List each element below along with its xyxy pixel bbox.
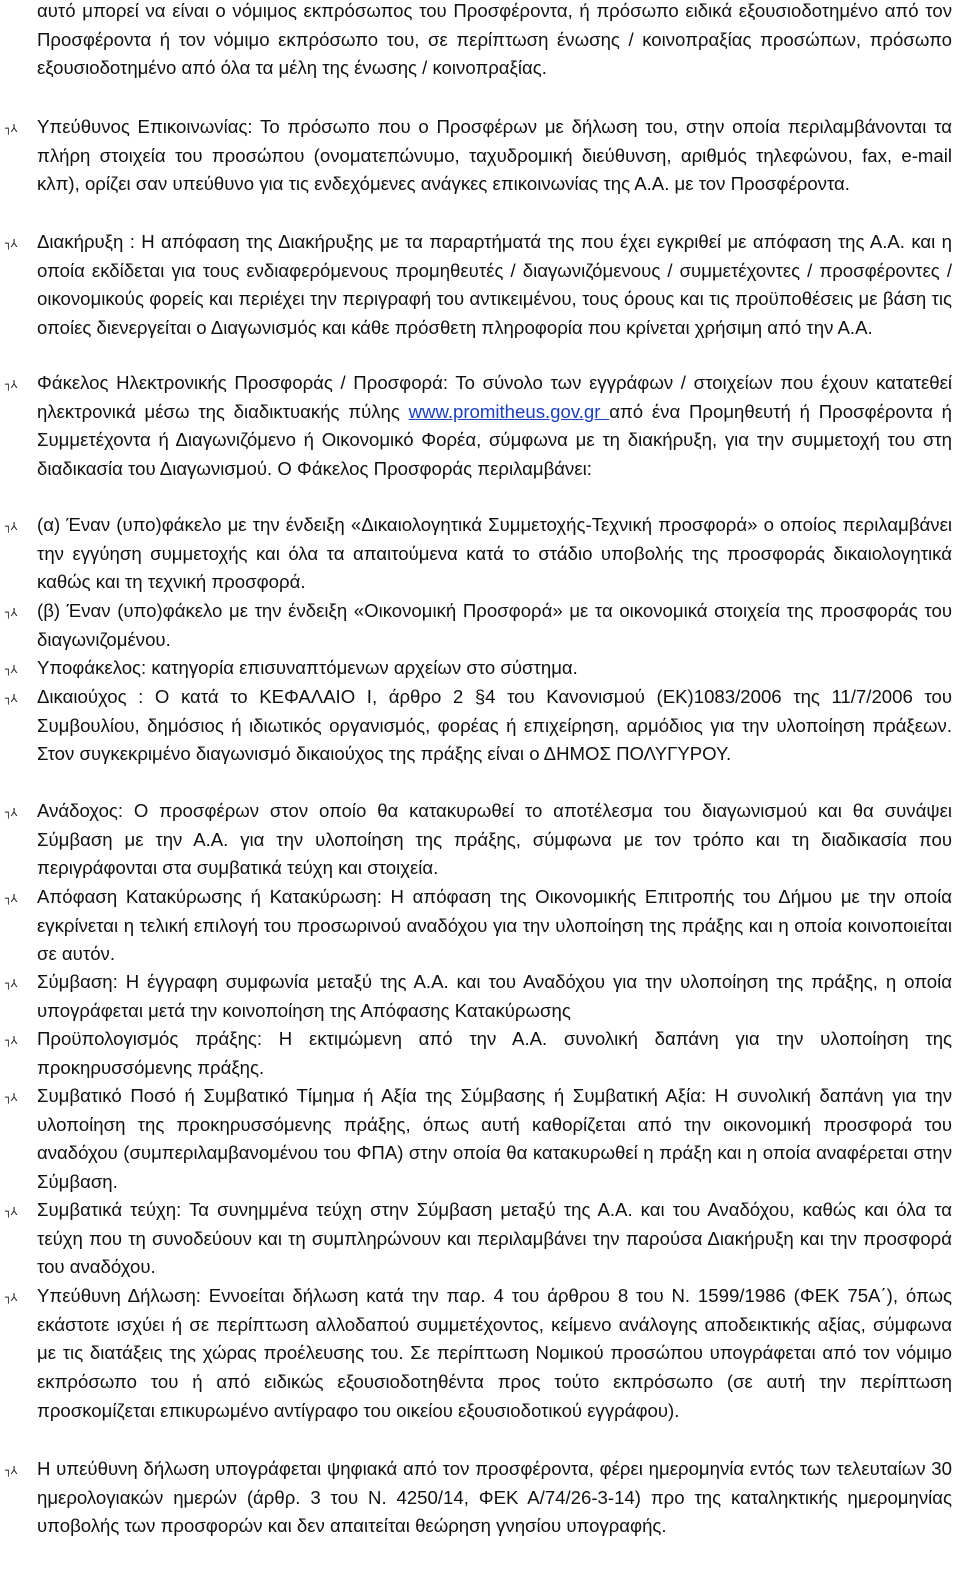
definition-item: [0, 228, 952, 343]
definition-text-after-link: από ένα Προμηθευτή ή Προσφέροντα ή Συμμετέχοντα ή Διαγωνιζόμενο ή Οικονομικό Φορέα, σύμφωνα με τη διακήρυξη, για την συμμετοχή του στη διαδικασία του Διαγωνισμού. Ο Φάκελος Προσφοράς περιλαμβάνει:: [37, 400, 953, 480]
definition-text: Ανάδοχος: Ο προσφέρων στον οποίο θα κατακυρωθεί το αποτέλεσμα του διαγωνισμού και θα συνάψει Σύμβαση με την Α.Α. για την υλοποίηση της πράξης, σύμφωνα με τον τρόπο και τη διαδικασία που περιγράφονται στα συμβατικά τεύχη και στοιχεία.: [37, 800, 952, 879]
definition-item: [0, 1196, 952, 1282]
bullet-icon: ┐⅄: [5, 1034, 17, 1047]
definition-text: Η υπεύθυνη δήλωση υπογράφεται ψηφιακά από τον προσφέροντα, φέρει ημερομηνία εντός των τελευταίων 30 ημερολογιακών ημερών (άρθρ. 3 του Ν. 4250/14, ΦΕΚ Α/74/26-3-14) προ της καταληκτικής ημερομηνίας υποβολής των προσφορών και δεν απαιτείται θεώρηση γνησίου υπογραφής.: [37, 1458, 952, 1537]
intro-paragraph: αυτό μπορεί να είναι ο νόμιμος εκπρόσωπος του Προσφέροντα, ή πρόσωπο ειδικά εξουσιοδοτημένο από τον Προσφέροντα ή τον νόμιμο εκπρόσωπο του, σε περίπτωση ένωσης / κοινοπραξίας προσώπων, πρόσωπο εξουσιοδοτημένο από όλα τα μέλη της ένωσης / κοινοπραξίας.: [37, 0, 952, 79]
bullet-icon: ┐⅄: [5, 663, 17, 676]
bullet-icon: ┐⅄: [5, 237, 17, 250]
definition-text: Δικαιούχος : Ο κατά το ΚΕΦΑΛΑΙΟ Ι, άρθρο 2 §4 του Κανονισμού (ΕΚ)1083/2006 της 11/7/2006 του Συμβουλίου, δημόσιος ή ιδιωτικός οργανισμός, φορέας ή επιχείρηση, αρμόδιος για την υλοποίηση πράξεων. Στον συγκεκριμένο διαγωνισμό δικαιούχος της πράξης είναι ο ΔΗΜΟΣ ΠΟΛΥΓΥΡΟΥ.: [37, 686, 952, 765]
promitheus-link[interactable]: www.promitheus.gov.gr: [408, 400, 610, 422]
bullet-icon: ┐⅄: [5, 692, 17, 705]
definition-item: [0, 113, 952, 199]
definition-item: [0, 883, 952, 969]
definition-item: [0, 1282, 952, 1426]
definition-item: [0, 683, 952, 769]
definition-text: (β) Έναν (υπο)φάκελο με την ένδειξη «Οικονομική Προσφορά» με τα οικονομικά στοιχεία της προσφοράς του διαγωνιζομένου.: [37, 600, 952, 650]
bullet-icon: ┐⅄: [5, 1291, 17, 1304]
definition-text: Συμβατικό Ποσό ή Συμβατικό Τίμημα ή Αξία της Σύμβασης ή Συμβατική Αξία: Η συνολική δαπάνη για την υλοποίηση της προκηρυσσόμενης πράξης, όπως αυτή καθορίζεται από την οικονομική προσφορά του αναδόχου (συμπεριλαμβανομένου του ΦΠΑ) στην οποία θα κατακυρωθεί η πράξη και η οποία αναφέρεται στην Σύμβαση.: [37, 1085, 952, 1193]
definition-text-before-link: Φάκελος Ηλεκτρονικής Προσφοράς / Προσφορά: Το σύνολο των εγγράφων / στοιχείων που έχουν κατατεθεί ηλεκτρονικά μέσω της διαδικτυακής πύλης: [37, 372, 952, 422]
bullet-icon: ┐⅄: [5, 122, 17, 135]
definition-text: (α) Έναν (υπο)φάκελο με την ένδειξη «Δικαιολογητικά Συμμετοχής-Τεχνική προσφορά» ο οποίος περιλαμβάνει την εγγύηση συμμετοχής και όλα τα απαιτούμενα κατά το στάδιο υποβολής της προσφοράς δικαιολογητικά καθώς και τη τεχνική προσφορά.: [37, 514, 952, 593]
bullet-icon: ┐⅄: [5, 1464, 17, 1477]
definition-item: [0, 654, 952, 683]
definition-text: Υποφάκελος: κατηγορία επισυναπτόμενων αρχείων στο σύστημα.: [37, 657, 578, 678]
bullet-icon: ┐⅄: [5, 606, 17, 619]
definition-item: [0, 369, 952, 484]
bullet-icon: ┐⅄: [5, 378, 17, 391]
bullet-icon: ┐⅄: [5, 1205, 17, 1218]
definition-text: Υπεύθυνη Δήλωση: Εννοείται δήλωση κατά την παρ. 4 του άρθρου 8 του Ν. 1599/1986 (ΦΕΚ 75Α΄), όπως εκάστοτε ισχύει ή σε περίπτωση αλλοδαπού συμμετέχοντος, κείμενο ανάλογης αποδεικτικής αξίας, σύμφωνα με τις διατάξεις της χώρας προέλευσης του. Σε περίπτωση Νομικού προσώπου υπογράφεται από τον νόμιμο εκπρόσωπο του ή από ειδικώς εξουσιοδοτηθέντα προς τούτο εκπρόσωπο (σε αυτή την περίπτωση προσκομίζεται επικυρωμένο αντίγραφο του οικείου εξουσιοδοτικού εγγράφου).: [37, 1285, 952, 1421]
definition-text: Υπεύθυνος Επικοινωνίας: Το πρόσωπο που ο Προσφέρων με δήλωση του, στην οποία περιλαμβάνονται τα πλήρη στοιχεία του προσώπου (ονοματεπώνυμο, ταχυδρομική διεύθυνση, αριθμός τηλεφώνου, fax, e-mail κλπ), ορίζει σαν υπεύθυνο για τις ενδεχόμενες ανάγκες επικοινωνίας της Α.Α. με τον Προσφέροντα.: [37, 116, 952, 195]
definition-text: Προϋπολογισμός πράξης: Η εκτιμώμενη από την Α.Α. συνολική δαπάνη για την υλοποίηση της προκηρυσσόμενης πράξης.: [37, 1028, 952, 1078]
definition-item: [0, 597, 952, 654]
bullet-icon: ┐⅄: [5, 892, 17, 905]
bullet-icon: ┐⅄: [5, 1091, 17, 1104]
definition-text: Σύμβαση: Η έγγραφη συμφωνία μεταξύ της Α.Α. και του Αναδόχου για την υλοποίηση της πράξης, η οποία υπογράφεται μετά την κοινοποίηση της Απόφασης Κατακύρωσης: [37, 971, 952, 1021]
bullet-icon: ┐⅄: [5, 806, 17, 819]
definition-item: [0, 1455, 952, 1541]
definition-text: Διακήρυξη : Η απόφαση της Διακήρυξης με τα παραρτήματά της που έχει εγκριθεί με απόφαση της Α.Α. και η οποία εκδίδεται για τους ενδιαφερόμενους προμηθευτές / διαγωνιζόμενους / συμμετέχοντες / προσφέροντες / οικονομικούς φορείς και περιέχει την περιγραφή του αντικειμένου, τους όρους και τις προϋποθέσεις με βάση τις οποίες διενεργείται ο Διαγωνισμός και κάθε πρόσθετη πληροφορία που κρίνεται χρήσιμη από την Α.Α.: [37, 231, 952, 339]
bullet-icon: ┐⅄: [5, 520, 17, 533]
definition-item: [0, 1025, 952, 1082]
definition-item: [0, 1082, 952, 1197]
definition-text: Συμβατικά τεύχη: Τα συνημμένα τεύχη στην Σύμβαση μεταξύ της Α.Α. και του Αναδόχου, καθώς και όλα τα τεύχη που τη συνοδεύουν και τη συμπληρώνουν και περιλαμβάνει την παρούσα Διακήρυξη και την προσφορά του αναδόχου.: [37, 1199, 952, 1278]
definition-item: [0, 511, 952, 597]
definition-text: Απόφαση Κατακύρωσης ή Κατακύρωση: Η απόφαση της Οικονομικής Επιτροπής του Δήμου με την οποία εγκρίνεται η τελική επιλογή του προσωρινού αναδόχου για την υλοποίηση της πράξης και η οποία κοινοποιείται σε αυτόν.: [37, 886, 952, 965]
bullet-icon: ┐⅄: [5, 977, 17, 990]
definition-text: [37, 369, 952, 484]
definition-item: [0, 797, 952, 883]
definition-item: [0, 968, 952, 1025]
